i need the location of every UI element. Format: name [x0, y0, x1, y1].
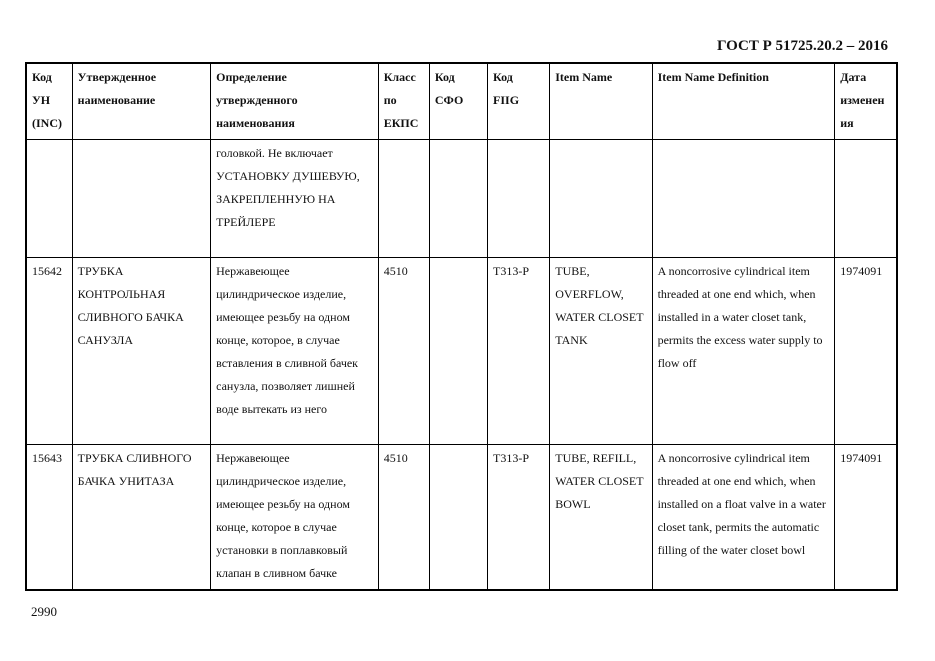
- column-header-item-name: Item Name: [550, 63, 652, 140]
- column-header-fiig: Код FIIG: [488, 63, 550, 140]
- cell-sfo: [429, 258, 487, 445]
- column-header-date: Дата изменен ия: [835, 63, 897, 140]
- cell-name: ТРУБКА КОНТРОЛЬНАЯ СЛИВНОГО БАЧКА САНУЗЛА: [72, 258, 210, 445]
- cell-inc: 15643: [26, 445, 72, 591]
- cell-fiig: T313-P: [488, 445, 550, 591]
- cell-ekps: 4510: [378, 258, 429, 445]
- column-header-inc: Код УН (INC): [26, 63, 72, 140]
- cell-fiig: [488, 140, 550, 258]
- column-header-name: Утвержденное наименование: [72, 63, 210, 140]
- cell-item-definition: A noncorrosive cylindrical item threaded at one end which, when installed in a water closet tank, permits the excess water supply to flow off: [652, 258, 835, 445]
- cell-definition: головкой. Не включает УСТАНОВКУ ДУШЕВУЮ, ЗАКРЕПЛЕННУЮ НА ТРЕЙЛЕРЕ: [211, 140, 379, 258]
- cell-item-name: [550, 140, 652, 258]
- cell-date: 1974091: [835, 258, 897, 445]
- table-row: [26, 258, 897, 445]
- cell-inc: 15642: [26, 258, 72, 445]
- cell-item-definition: A noncorrosive cylindrical item threaded at one end which, when installed on a float valve in a water closet tank, permits the automatic filling of the water closet bowl: [652, 445, 835, 591]
- table-header-row: [26, 63, 897, 140]
- column-header-item-definition: Item Name Definition: [652, 63, 835, 140]
- document-header: ГОСТ Р 51725.20.2 – 2016: [716, 38, 888, 54]
- cell-definition: Нержавеющее цилиндрическое изделие, имеющее резьбу на одном конце, которое в случае установки в поплавковый клапан в сливном бачке: [211, 445, 379, 591]
- cell-item-name: TUBE, REFILL, WATER CLOSET BOWL: [550, 445, 652, 591]
- item-registry-table: [25, 62, 898, 591]
- table-row: [26, 140, 897, 258]
- cell-item-name: TUBE, OVERFLOW, WATER CLOSET TANK: [550, 258, 652, 445]
- cell-name: ТРУБКА СЛИВНОГО БАЧКА УНИТАЗА: [72, 445, 210, 591]
- cell-definition: Нержавеющее цилиндрическое изделие, имеющее резьбу на одном конце, которое, в случае вставления в сливной бачек санузла, позволяет лишней воде вытекать из него: [211, 258, 379, 445]
- cell-date: 1974091: [835, 445, 897, 591]
- column-header-definition: Определение утвержденного наименования: [211, 63, 379, 140]
- column-header-sfo: Код СФО: [429, 63, 487, 140]
- page-number: 2990: [31, 604, 57, 619]
- cell-ekps: 4510: [378, 445, 429, 591]
- cell-item-definition: [652, 140, 835, 258]
- cell-date: [835, 140, 897, 258]
- cell-fiig: T313-P: [488, 258, 550, 445]
- cell-inc: [26, 140, 72, 258]
- cell-sfo: [429, 445, 487, 591]
- cell-ekps: [378, 140, 429, 258]
- cell-name: [72, 140, 210, 258]
- cell-sfo: [429, 140, 487, 258]
- column-header-ekps: Класс по ЕКПС: [378, 63, 429, 140]
- table-row: [26, 445, 897, 591]
